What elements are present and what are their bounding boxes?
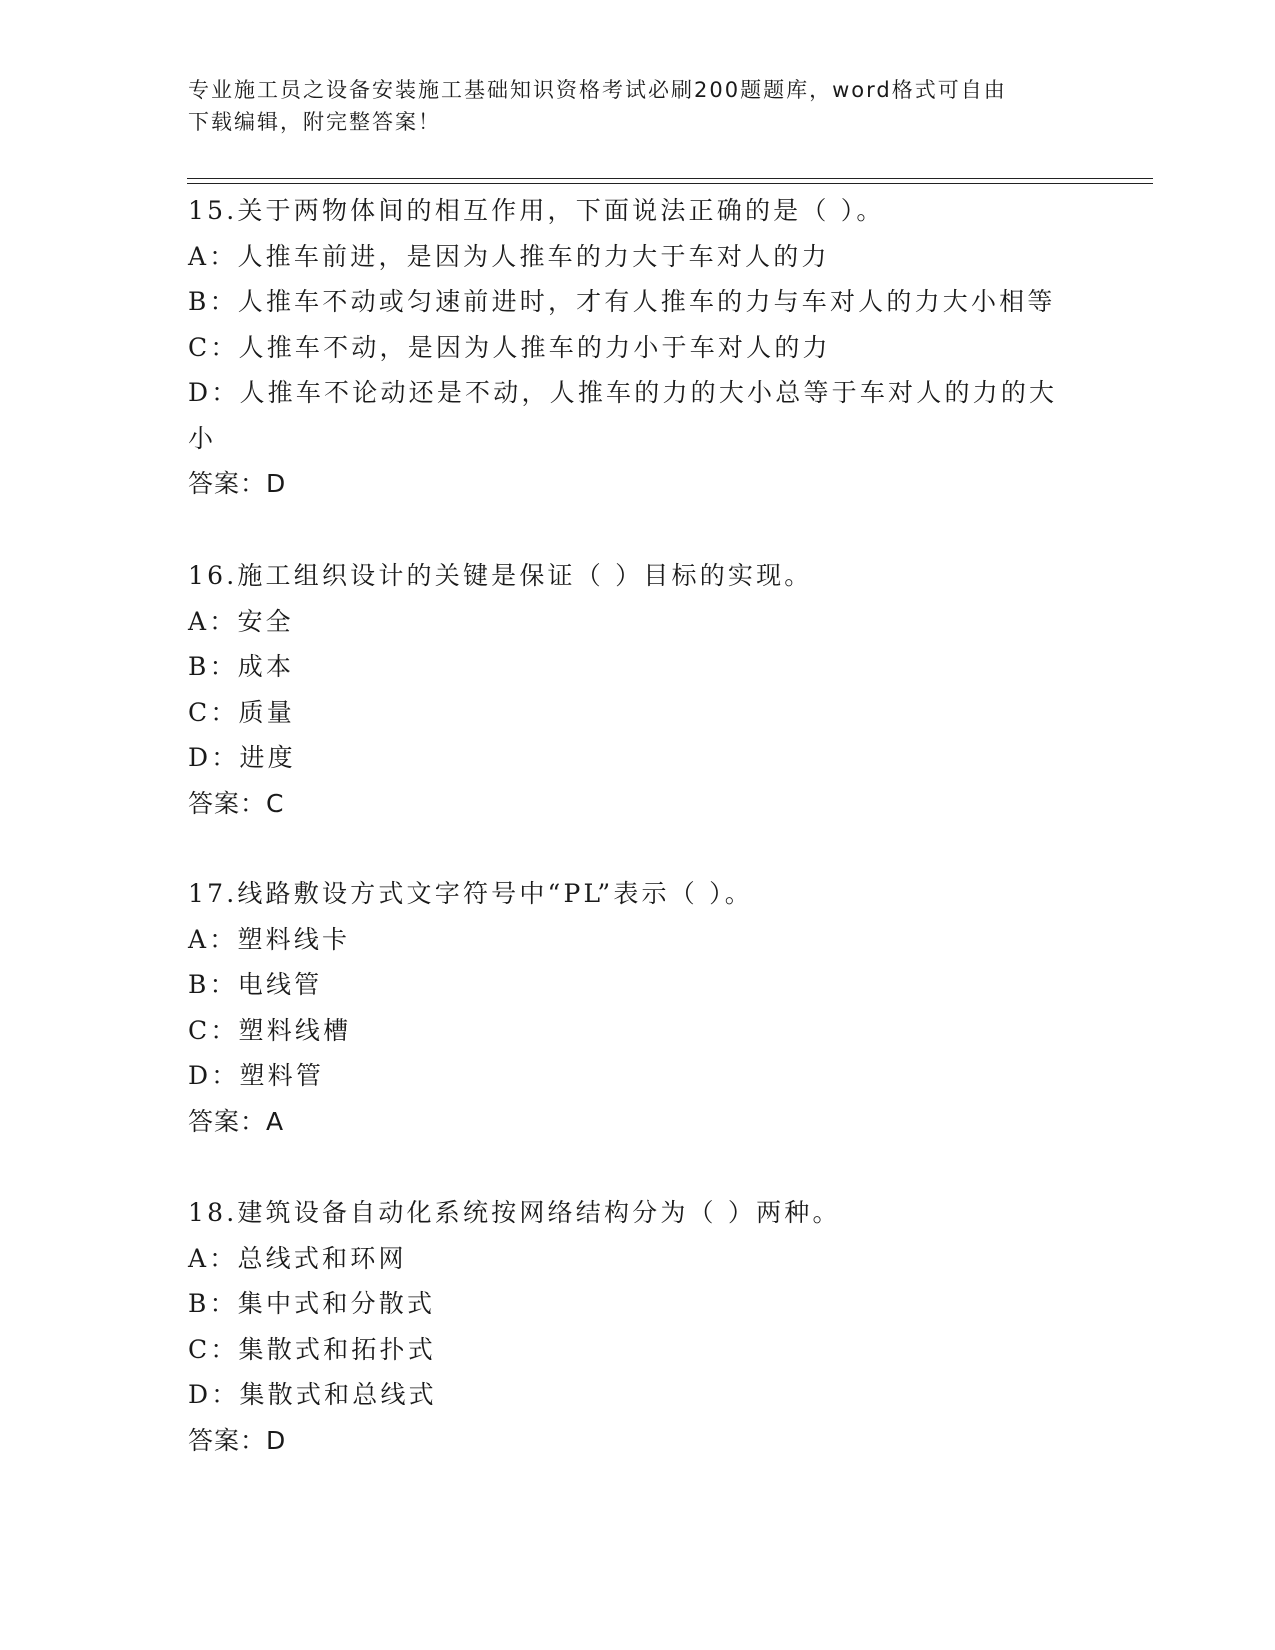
question-stem: 16.施工组织设计的关键是保证（ ）目标的实现。 [188, 561, 813, 590]
document-header [188, 74, 1088, 138]
question-stem: 17.线路敷设方式文字符号中“PL”表示（ ）。 [188, 879, 753, 908]
answer: 答案：A [188, 1106, 285, 1136]
option-c: C：人推车不动，是因为人推车的力小于车对人的力 [188, 332, 831, 362]
option-b: B：电线管 [188, 970, 323, 999]
option-b: B：人推车不动或匀速前进时，才有人推车的力与车对人的力大小相等 [188, 287, 1056, 316]
option-c: C：集散式和拓扑式 [188, 1334, 436, 1364]
option-d: D：人推车不论动还是不动，人推车的力的大小总等于车对人的力的大 [188, 378, 1058, 407]
option-b: B：成本 [188, 652, 295, 681]
option-a: A：塑料线卡 [188, 924, 351, 954]
question-16 [188, 553, 1088, 826]
question-18 [188, 1190, 1088, 1463]
option-d: D：集散式和总线式 [188, 1380, 437, 1409]
question-17 [188, 871, 1088, 1144]
header-line-1: 专业施工员之设备安装施工基础知识资格考试必刷200题题库，word格式可自由 [188, 78, 1007, 102]
option-d: D：塑料管 [188, 1061, 325, 1090]
question-15 [188, 188, 1088, 507]
option-a: A：总线式和环网 [188, 1243, 407, 1273]
option-b: B：集中式和分散式 [188, 1289, 436, 1318]
option-a: A：安全 [188, 606, 294, 636]
option-a: A：人推车前进，是因为人推车的力大于车对人的力 [188, 241, 830, 271]
option-c: C：质量 [188, 697, 295, 727]
answer: 答案：D [188, 469, 287, 498]
question-stem: 18.建筑设备自动化系统按网络结构分为（ ）两种。 [188, 1198, 841, 1227]
option-c: C：塑料线槽 [188, 1015, 352, 1045]
option-d-continuation: 小 [188, 423, 217, 453]
header-divider-top [187, 178, 1153, 179]
answer: 答案：C [188, 788, 285, 818]
question-stem: 15.关于两物体间的相互作用，下面说法正确的是（ ）。 [188, 196, 885, 225]
answer: 答案：D [188, 1425, 287, 1455]
header-line-2: 下载编辑，附完整答案！ [188, 110, 441, 134]
header-divider-bottom [187, 183, 1153, 184]
option-d: D：进度 [188, 743, 296, 772]
